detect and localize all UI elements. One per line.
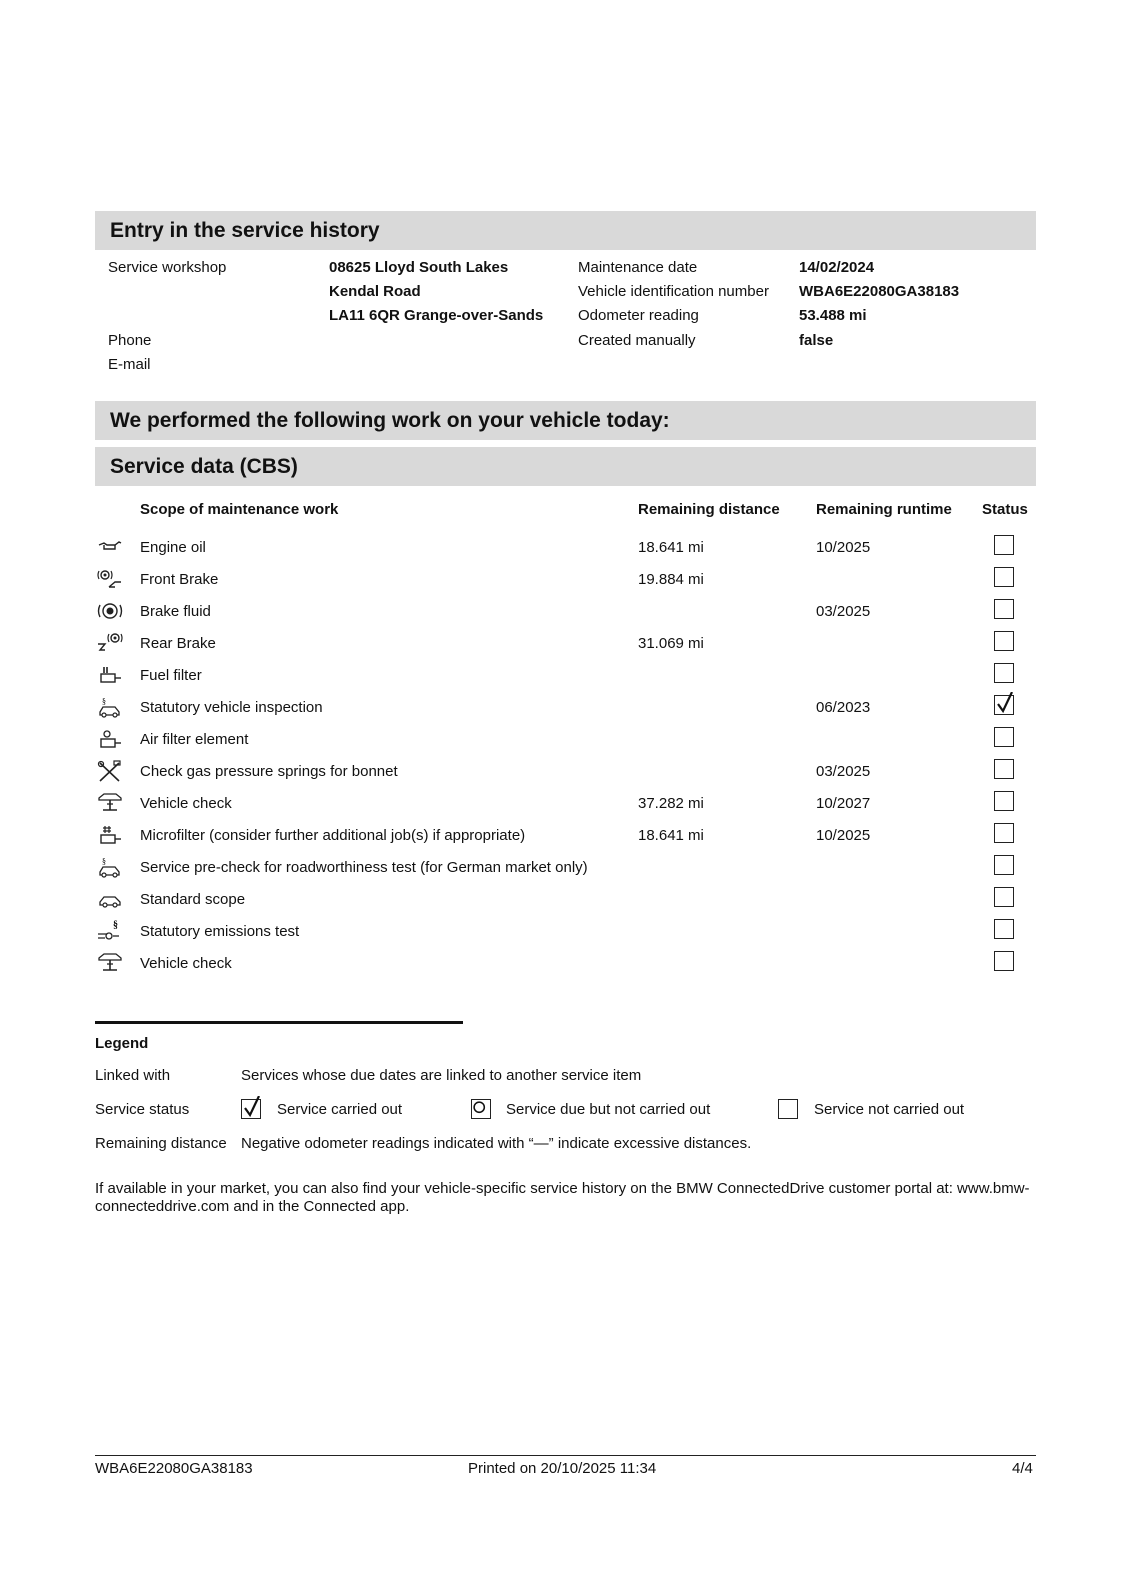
service-name: Fuel filter [140, 667, 202, 684]
maintenance-date-label: Maintenance date [578, 259, 698, 276]
svg-text:§: § [102, 697, 106, 706]
fuel-filter-icon [97, 664, 123, 686]
table-row [95, 694, 1036, 726]
header-runtime: Remaining runtime [816, 501, 952, 518]
footer-printed: Printed on 20/10/2025 11:34 [468, 1460, 657, 1477]
remaining-distance: 18.641 mi [638, 827, 704, 844]
remaining-distance: 18.641 mi [638, 539, 704, 556]
service-name: Brake fluid [140, 603, 211, 620]
status-checkbox [994, 663, 1014, 683]
service-name: Statutory emissions test [140, 923, 300, 940]
legend-linked-text: Services whose due dates are linked to another service item [241, 1067, 642, 1084]
legend-empty-box [778, 1099, 798, 1119]
table-row [95, 918, 1036, 950]
legend-distance-label: Remaining distance [95, 1135, 227, 1152]
circle-icon [472, 1100, 489, 1117]
legend-status-label: Service status [95, 1101, 190, 1118]
service-name: Check gas pressure springs for bonnet [140, 763, 398, 780]
created-manually-label: Created manually [578, 332, 696, 349]
inspection-icon [97, 856, 123, 878]
header-distance: Remaining distance [638, 501, 780, 518]
remaining-distance: 31.069 mi [638, 635, 704, 652]
front-brake-icon [97, 568, 123, 590]
remaining-distance: 19.884 mi [638, 571, 704, 588]
air-filter-icon [97, 728, 123, 750]
status-checkbox [994, 535, 1014, 555]
status-checkbox [994, 951, 1014, 971]
table-row [95, 662, 1036, 694]
service-name: Front Brake [140, 571, 219, 588]
remaining-runtime: 03/2025 [816, 763, 871, 780]
checkmark-icon [242, 1096, 262, 1118]
odometer-label: Odometer reading [578, 307, 699, 324]
table-row [95, 822, 1036, 854]
legend-not-carried: Service not carried out [814, 1101, 965, 1118]
remaining-runtime: 10/2025 [816, 827, 871, 844]
status-checkbox [994, 791, 1014, 811]
legend-divider [95, 1021, 463, 1024]
rear-brake-icon [97, 632, 123, 654]
created-manually-value: false [799, 332, 834, 349]
status-checkbox [994, 855, 1014, 875]
svg-text:§: § [102, 857, 106, 866]
table-row [95, 630, 1036, 662]
status-checkbox [994, 823, 1014, 843]
svg-text:§: § [113, 920, 118, 931]
portal-note-line2: connecteddrive.com and in the Connected app. [95, 1198, 410, 1215]
workshop-city: LA11 6QR Grange-over-Sands [329, 307, 544, 324]
footer-vin: WBA6E22080GA38183 [95, 1460, 253, 1477]
remaining-runtime: 10/2027 [816, 795, 871, 812]
table-row [95, 598, 1036, 630]
work-heading: We performed the following work on your vehicle today: [95, 401, 1036, 440]
remaining-runtime: 03/2025 [816, 603, 871, 620]
workshop-name: 08625 Lloyd South Lakes [329, 259, 509, 276]
status-checkbox [994, 887, 1014, 907]
table-row [95, 886, 1036, 918]
legend-linked-label: Linked with [95, 1067, 171, 1084]
remaining-runtime: 06/2023 [816, 699, 871, 716]
entry-heading: Entry in the service history [95, 211, 1036, 250]
service-name: Microfilter (consider further additional job(s) if appropriate) [140, 827, 526, 844]
engine-oil-icon [97, 536, 123, 558]
legend-distance-text: Negative odometer readings indicated with “—” indicate excessive distances. [241, 1135, 752, 1152]
brake-fluid-icon [97, 600, 123, 622]
workshop-street: Kendal Road [329, 283, 421, 300]
status-checkbox [994, 631, 1014, 651]
service-name: Vehicle check [140, 955, 232, 972]
service-name: Rear Brake [140, 635, 216, 652]
checkmark-icon [995, 692, 1015, 714]
table-row [95, 854, 1036, 886]
legend-carried-out: Service carried out [277, 1101, 403, 1118]
status-checkbox [994, 599, 1014, 619]
emissions-icon [97, 920, 123, 942]
car-icon [97, 888, 123, 910]
legend-title: Legend [95, 1035, 149, 1052]
header-status: Status [982, 501, 1028, 518]
service-name: Statutory vehicle inspection [140, 699, 323, 716]
phone-label: Phone [108, 332, 152, 349]
email-label: E-mail [108, 356, 151, 373]
service-name: Air filter element [140, 731, 249, 748]
portal-note-line1: If available in your market, you can also find your vehicle-specific service history on the BMW ConnectedDrive customer portal at: www.bmw- [95, 1180, 1030, 1197]
legend-due-not-carried: Service due but not carried out [506, 1101, 711, 1118]
inspection-icon [97, 696, 123, 718]
footer-page: 4/4 [1012, 1460, 1033, 1477]
service-data-heading: Service data (CBS) [95, 447, 1036, 486]
table-row [95, 790, 1036, 822]
legend-checked-box [241, 1099, 261, 1119]
maintenance-date-value: 14/02/2024 [799, 259, 875, 276]
table-row [95, 726, 1036, 758]
table-row [95, 566, 1036, 598]
table-row [95, 950, 1036, 982]
legend-due-box [471, 1099, 491, 1119]
remaining-runtime: 10/2025 [816, 539, 871, 556]
vin-value: WBA6E22080GA38183 [799, 283, 960, 300]
service-name: Standard scope [140, 891, 246, 908]
status-checkbox [994, 567, 1014, 587]
status-checkbox [994, 695, 1014, 715]
vin-label: Vehicle identification number [578, 283, 769, 300]
service-name: Engine oil [140, 539, 206, 556]
header-scope: Scope of maintenance work [140, 501, 339, 518]
footer-divider [95, 1455, 1036, 1456]
service-name: Vehicle check [140, 795, 232, 812]
tools-icon [97, 760, 123, 782]
service-name: Service pre-check for roadworthiness test (for German market only) [140, 859, 588, 876]
table-row [95, 758, 1036, 790]
table-row [95, 534, 1036, 566]
workshop-label: Service workshop [108, 259, 227, 276]
status-checkbox [994, 727, 1014, 747]
remaining-distance: 37.282 mi [638, 795, 704, 812]
microfilter-icon [97, 824, 123, 846]
status-checkbox [994, 759, 1014, 779]
odometer-value: 53.488 mi [799, 307, 867, 324]
vehicle-lift-icon [97, 792, 123, 814]
vehicle-lift-icon [97, 952, 123, 974]
status-checkbox [994, 919, 1014, 939]
